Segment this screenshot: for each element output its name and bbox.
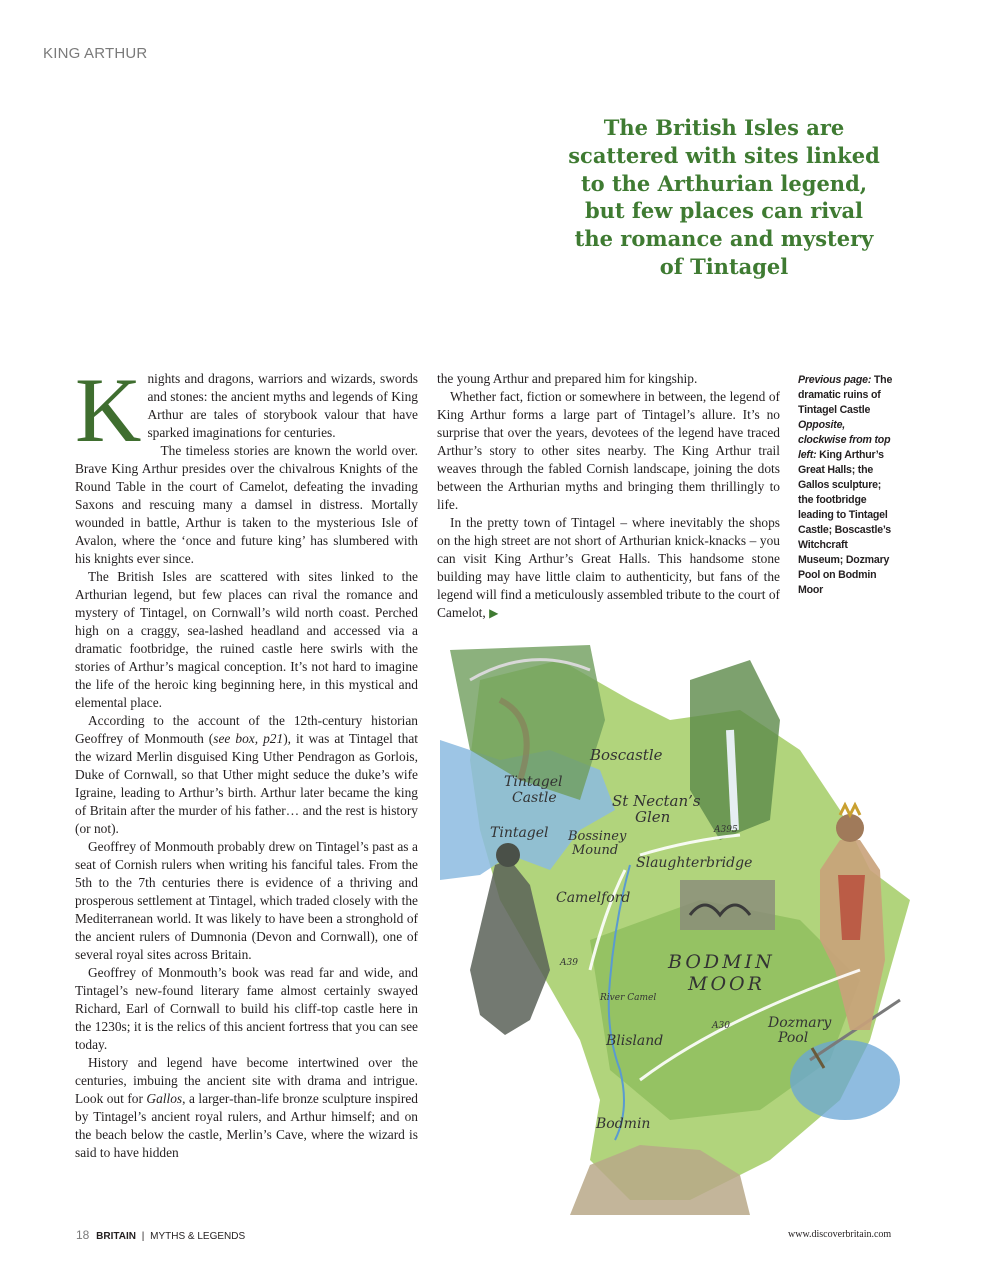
map-label-a39: A39 xyxy=(560,958,578,968)
paragraph-8: the young Arthur and prepared him for kingship. xyxy=(437,371,698,386)
article-column-1 xyxy=(75,359,418,1162)
continue-arrow-icon: ▶ xyxy=(489,606,499,620)
map-label-a30: A30 xyxy=(712,1021,730,1031)
map-label-bodmin-moor-2: MOOR xyxy=(688,973,765,995)
photo-caption xyxy=(798,373,894,598)
paragraph-7-text-a: History and legend have become intertwined over the centuries, imbuing the ancient site with drama and intrigue. Look out for xyxy=(75,1055,418,1106)
paragraph-1: nights and dragons, warriors and wizards, swords and stones: the ancient myths and legends of King Arthur are tales of storybook valour that have sparked imaginations for centuries. xyxy=(147,371,418,440)
map-label-bodmin-moor-1: BODMIN xyxy=(668,951,775,973)
paragraph-2: The timeless stories are known the world over. Brave King Arthur presides over the chivalrous Knights of the Round Table in the court of Camelot, defeating the invading Saxons and rescuing many a damsel in distress. Mortally wounded in battle, Arthur is taken to the mysterious Isle of Avalon, where the ‘once and future king’ has slumbered with his knights ever since. xyxy=(75,443,418,566)
article-column-2 xyxy=(437,370,780,622)
footer-section: MYTHS & LEGENDS xyxy=(150,1231,246,1242)
magazine-brand: BRITAIN xyxy=(96,1231,136,1242)
caption-previous-label: Previous page: xyxy=(798,374,872,386)
map-label-tintagel-castle-1: Tintagel xyxy=(504,774,563,790)
standfirst: The British Isles are scattered with sites linked to the Arthurian legend, but few places can rival the romance and mystery of Tintagel xyxy=(568,115,880,279)
paragraph-3: The British Isles are scattered with sites linked to the Arthurian legend, but few places can rival the romance and mystery of Tintagel, on Cornwall’s wild north coast. Perched high on a craggy, sea-lashed headland and accessed via a dramatic footbridge, the ruined castle here swirls with the stories of Arthur’s magical conception. It’s not hard to imagine the life of the heroic king beginning here, in this mystical and elemental place. xyxy=(75,569,418,710)
paragraph-4-text-a: According to the account of the 12th-century historian Geoffrey of Monmouth ( xyxy=(75,713,418,746)
map-label-bossiney-1: Bossiney xyxy=(568,829,627,844)
caption-previous-text: The dramatic ruins of Tintagel Castle xyxy=(798,374,893,416)
map-label-bossiney-2: Mound xyxy=(572,843,619,858)
map-label-st-nectans-2: Glen xyxy=(635,808,671,826)
map-label-bodmin: Bodmin xyxy=(596,1116,651,1132)
map-photo-bridge xyxy=(680,880,775,930)
map-label-slaughterbridge: Slaughterbridge xyxy=(636,855,753,871)
map-label-dozmary-1: Dozmary xyxy=(768,1015,832,1031)
map-label-st-nectans-1: St Nectan’s xyxy=(612,792,701,810)
footer-left xyxy=(76,1228,245,1242)
paragraph-7-sculpture-name: Gallos xyxy=(146,1091,183,1106)
caption-opposite-label: Opposite, clockwise from top left: xyxy=(798,419,891,461)
paragraph-10-text: In the pretty town of Tintagel – where inevitably the shops on the high street are not short of Arthurian knick-knacks – you can visit King Arthur’s Great Halls. This handsome stone building may have little claim to authenticity, but fans of the legend will find a meticulously assembled tribute to the court of Camelot, xyxy=(437,515,780,620)
paragraph-9: Whether fact, fiction or somewhere in between, the legend of King Arthur forms a large part of Tintagel’s allure. It’s no surprise that over the years, devotees of the legend have traced Arthur’s story to other sites nearby. The King Arthur trail weaves through the fabled Cornish landscape, joining the dots between the Arthurian myths and bringing them thrillingly to life. xyxy=(437,389,780,512)
caption-opposite-text: King Arthur’s Great Halls; the Gallos sculpture; the footbridge leading to Tintagel Castle; Boscastle’s Witchcraft Museum; Dozmary Pool on Bodmin Moor xyxy=(798,449,891,596)
footer-url: www.discoverbritain.com xyxy=(788,1229,892,1240)
page-number: 18 xyxy=(76,1228,90,1242)
map-label-dozmary-2: Pool xyxy=(778,1030,809,1046)
paragraph-10 xyxy=(437,514,780,622)
map-label-camelford: Camelford xyxy=(556,890,631,906)
map-label-blisland: Blisland xyxy=(606,1033,664,1049)
map-label-tintagel: Tintagel xyxy=(490,825,549,841)
paragraph-5: Geoffrey of Monmouth probably drew on Tintagel’s past as a seat of Cornish rulers when writing his fanciful tales. From the 5th to the 7th centuries there is evidence of a thriving and prosperous settlement at Tintagel, which traded closely with the Mediterranean world. It was likely to have been a stronghold of the ancient rulers of Dumnonia (Devon and Cornwall), one of several royal sites across Britain. xyxy=(75,839,418,962)
paragraph-6: Geoffrey of Monmouth’s book was read far and wide, and Tintagel’s new-found literary fame almost certainly swayed Richard, Earl of Cornwall to build his cliff-top castle here in the 1230s; it is the relics of this ancient fortress that you can see today. xyxy=(75,965,418,1052)
footer-separator: | xyxy=(141,1231,145,1242)
illustrated-map xyxy=(440,640,940,1215)
map-label-boscastle: Boscastle xyxy=(590,746,663,764)
map-dozmary-pool xyxy=(790,1040,900,1120)
map-label-river-camel: River Camel xyxy=(600,993,657,1003)
map-label-tintagel-castle-2: Castle xyxy=(512,790,557,806)
paragraph-4-reference: see box, p21 xyxy=(213,731,284,746)
paragraph-7 xyxy=(75,1054,418,1162)
paragraph-4-text-b: ), it was at Tintagel that the wizard Merlin disguised King Uther Pendragon as Gorlois, Duke of Cornwall, so that Uther might seduce the duke’s wife Igraine, leading to Arthur’s birth. Arthur later became the king of Britain after the murder of his father… and the rest is history (or not). xyxy=(75,731,418,836)
map-label-a395: A395 xyxy=(714,825,738,835)
section-label: KING ARTHUR xyxy=(43,45,148,62)
paragraph-4 xyxy=(75,712,418,838)
drop-cap: K xyxy=(75,359,142,461)
paragraph-7-text-b: , a larger-than-life bronze sculpture inspired by Tintagel’s ancient royal rulers, and Arthur himself; and on the beach below the castle, Merlin’s Cave, where the wizard is said to have hidden xyxy=(75,1091,418,1160)
